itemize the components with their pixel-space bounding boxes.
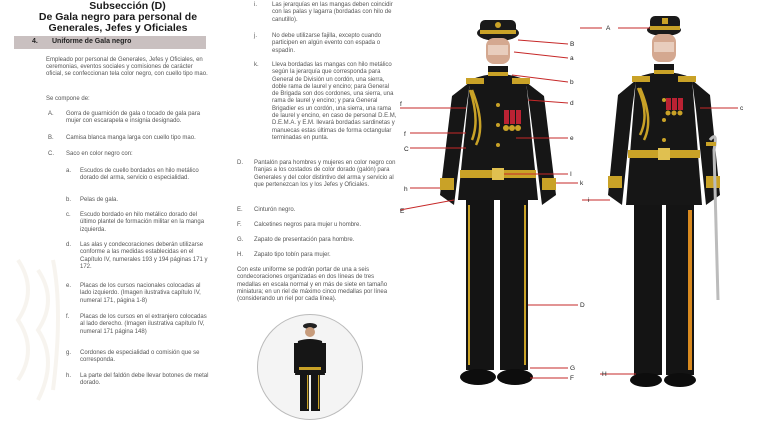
- subsection-title: Subsección (D): [89, 0, 166, 12]
- label-f2: f: [404, 131, 406, 138]
- list-item: Cordones de especialidad o comisión que se corresponda.: [80, 350, 200, 364]
- section-title: Uniforme de Gala negro: [52, 38, 132, 45]
- subitem-letter: d.: [66, 242, 72, 248]
- list-item: Camisa blanca manga larga con cuello tipo mao.: [66, 135, 196, 141]
- label-I: I: [570, 171, 572, 178]
- label-e: e: [570, 135, 574, 142]
- list-item: Pantalón para hombres y mujeres en color negro con franjas a los costados de color dorado (galón) para Generales y del color distintivo del arma y servicio al que pertenezcan los y los Jefes y Oficiales.: [254, 160, 396, 188]
- subitem-letter: a.: [66, 168, 72, 174]
- subitem-letter: g.: [66, 350, 72, 356]
- item-letter: C.: [48, 151, 54, 157]
- watermark-emblem-icon: [8, 250, 68, 410]
- list-item: Calcetines negros para mujer u hombre.: [254, 222, 362, 228]
- subitem-letter: c.: [66, 212, 71, 218]
- item-letter: H.: [237, 252, 243, 258]
- section-number: 4.: [32, 38, 38, 45]
- label-C: C: [404, 146, 409, 153]
- label-f: f: [400, 101, 402, 108]
- closing-paragraph: Con este uniforme se podrán portar de una a seis condecoraciones organizadas en dos líneas de tres medallas en escala normal y en más de siete en tamaño miniatura; en un riel de máximo cinco medallas por línea (considerando un riel por cada línea).: [237, 267, 388, 303]
- label-A: A: [606, 25, 611, 32]
- label-H: H: [602, 371, 607, 378]
- label-c: c: [740, 105, 744, 112]
- list-item: Las jerarquías en las mangas deben coincidir con las palas y lagarra (bordadas con hilo de canutillo).: [272, 2, 393, 23]
- subitem-letter: h.: [66, 373, 72, 379]
- list-item: Las alas y condecoraciones deberán utilizarse conforme a las medidas establecidas en el Capítulo IV, numerales 193 y 194 páginas 171 y 172.: [80, 242, 208, 270]
- item-letter: j.: [254, 33, 257, 39]
- label-G: G: [570, 365, 576, 372]
- uniform-figure-general: [400, 0, 590, 423]
- label-i: i: [588, 197, 590, 204]
- item-letter: D.: [237, 160, 243, 166]
- uniform-figure-officer: [580, 0, 770, 423]
- item-letter: E.: [237, 207, 243, 213]
- section-intro: Empleado por personal de Generales, Jefes y Oficiales, en ceremonias, eventos sociales y comisiones de carácter oficial, se confeccionan tela color negro, con cuello tipo mao.: [46, 57, 208, 78]
- label-h: h: [404, 186, 408, 193]
- list-item: Zapato tipo tobín para mujer.: [254, 252, 331, 258]
- label-b: b: [570, 79, 574, 86]
- label-E: E: [400, 208, 405, 215]
- item-letter: A.: [48, 111, 54, 117]
- label-F: F: [570, 375, 574, 382]
- list-item: Cinturón negro.: [254, 207, 296, 213]
- list-item: Zapato de presentación para hombre.: [254, 237, 355, 243]
- item-letter: G.: [237, 237, 244, 243]
- list-item: Escudo bordado en hilo metálico dorado del último plantel de formación militar en la manga izquierda.: [80, 212, 205, 233]
- list-item: Saco en color negro con:: [66, 151, 133, 157]
- item-letter: i.: [254, 2, 257, 8]
- list-item: Escudos de cuello bordados en hilo metálico dorado del arma, servicio o especialidad.: [80, 168, 199, 182]
- label-d: d: [570, 100, 574, 107]
- subitem-letter: e.: [66, 283, 72, 289]
- subitem-letter: b.: [66, 197, 72, 203]
- item-letter: k.: [254, 62, 259, 68]
- label-B: B: [570, 41, 575, 48]
- list-item: La parte del faldón debe llevar botones de metal dorado.: [80, 373, 209, 387]
- list-item: No debe utilizarse fajilla, excepto cuando participen en algún evento con espada o espadín.: [272, 33, 382, 54]
- uniform-back-figure-icon: [258, 315, 362, 419]
- list-item: Placas de los cursos en el extranjero colocadas al lado derecho. (Imagen ilustrativa capítulo IV, numeral 171 página 148): [80, 314, 207, 335]
- subitem-letter: f.: [66, 314, 70, 320]
- list-item: Pelas de gala.: [80, 197, 119, 203]
- subsection-subtitle: De Gala negro para personal de Generales, Jefes y Oficiales: [38, 11, 198, 34]
- label-a: a: [570, 55, 574, 62]
- item-letter: B.: [48, 135, 54, 141]
- list-item: Lleva bordadas las mangas con hilo metálico según la jerarquía que corresponda para General de División un cordón, una sierra, doble rama de laurel y encino; para General de Brigada son dos cordones, una sierra, una rama de laurel y encino; y para General Brigadier es un cordón, una sierra, una rama de laurel y encino, en caso de personal D.E.M, D.E.M.A. y E.M. llevará bordadas sardinetas y manuecas estas últimas de forma octangular terminadas en punta.: [272, 62, 397, 141]
- composed-label: Se compone de:: [46, 96, 90, 102]
- uniform-back-photo: [257, 314, 363, 420]
- list-item: Gorra de guarnición de gala o tocado de gala para mujer con escarapela e insignia designado.: [66, 111, 201, 125]
- label-k: k: [580, 180, 584, 187]
- list-item: Placas de los cursos nacionales colocadas al lado izquierdo. (Imagen ilustrativa capítulo IV, numeral 171, página 1-8): [80, 283, 201, 304]
- item-letter: F.: [237, 222, 242, 228]
- label-D: D: [580, 302, 585, 309]
